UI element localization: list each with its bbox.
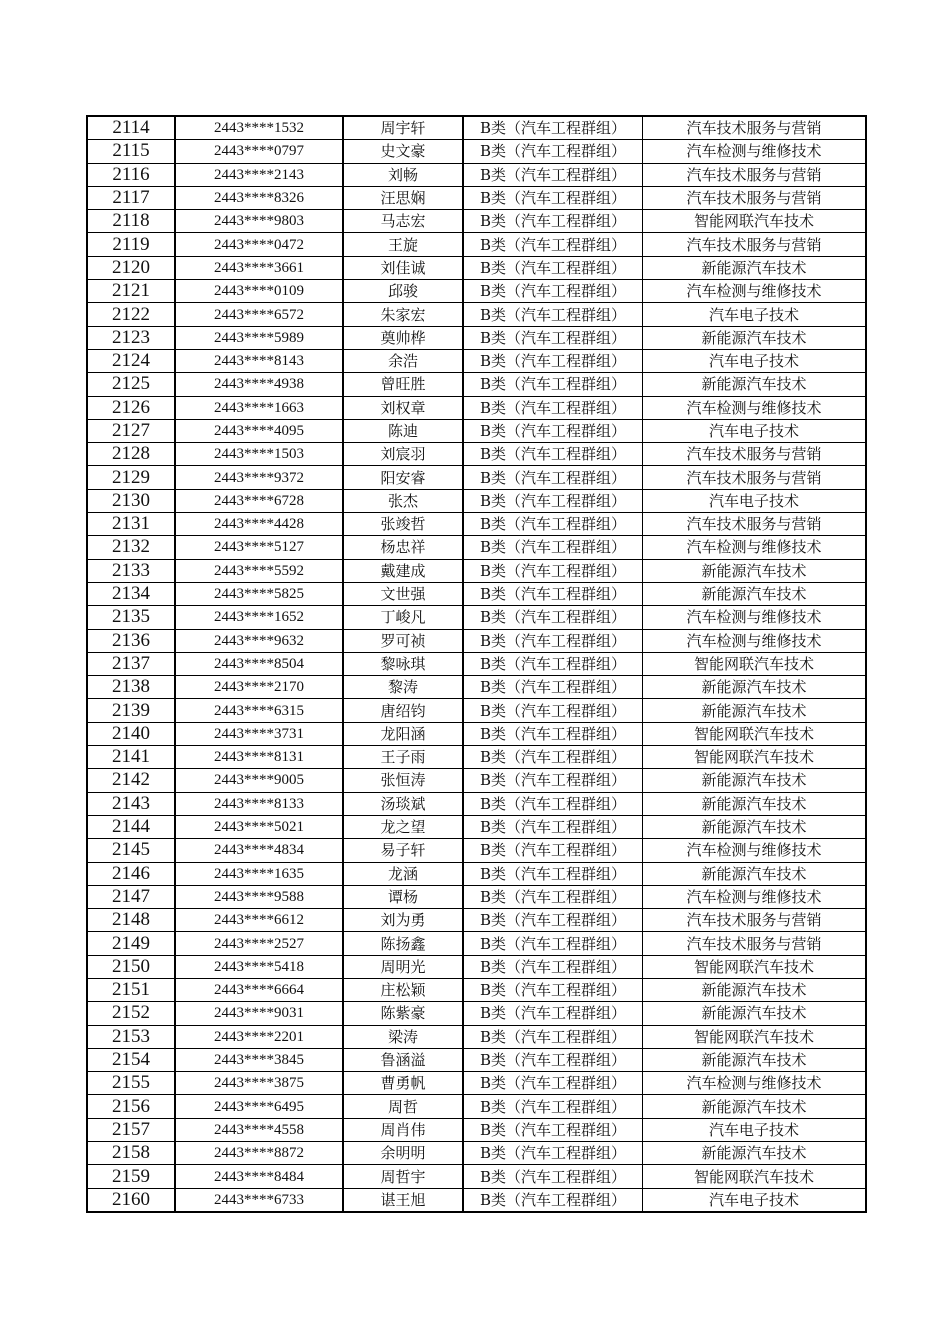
serial-number-cell: 2121 bbox=[87, 280, 175, 303]
major-cell: 新能源汽车技术 bbox=[643, 815, 867, 838]
major-cell: 汽车电子技术 bbox=[643, 419, 867, 442]
table-row bbox=[87, 140, 866, 163]
student-name-cell: 刘权章 bbox=[343, 396, 463, 419]
exam-id-cell: 2443****4834 bbox=[175, 839, 343, 862]
exam-id-cell: 2443****9031 bbox=[175, 1002, 343, 1025]
major-cell: 汽车技术服务与营销 bbox=[643, 163, 867, 186]
major-cell: 新能源汽车技术 bbox=[643, 1048, 867, 1071]
serial-number-cell: 2130 bbox=[87, 489, 175, 512]
student-name-cell: 戴建成 bbox=[343, 559, 463, 582]
student-name-cell: 奠帅桦 bbox=[343, 326, 463, 349]
serial-number-cell: 2152 bbox=[87, 1002, 175, 1025]
category-cell: B类（汽车工程群组） bbox=[463, 1165, 643, 1188]
serial-number-cell: 2125 bbox=[87, 373, 175, 396]
category-cell: B类（汽车工程群组） bbox=[463, 489, 643, 512]
serial-number-cell: 2129 bbox=[87, 466, 175, 489]
category-cell: B类（汽车工程群组） bbox=[463, 722, 643, 745]
student-name-cell: 黎咏琪 bbox=[343, 652, 463, 675]
table-row bbox=[87, 815, 866, 838]
serial-number-cell: 2159 bbox=[87, 1165, 175, 1188]
serial-number-cell: 2158 bbox=[87, 1142, 175, 1165]
table-row bbox=[87, 303, 866, 326]
category-cell: B类（汽车工程群组） bbox=[463, 978, 643, 1001]
serial-number-cell: 2123 bbox=[87, 326, 175, 349]
category-cell: B类（汽车工程群组） bbox=[463, 652, 643, 675]
table-row bbox=[87, 1188, 866, 1212]
table-row bbox=[87, 978, 866, 1001]
exam-id-cell: 2443****6572 bbox=[175, 303, 343, 326]
serial-number-cell: 2126 bbox=[87, 396, 175, 419]
category-cell: B类（汽车工程群组） bbox=[463, 1118, 643, 1141]
serial-number-cell: 2155 bbox=[87, 1072, 175, 1095]
category-cell: B类（汽车工程群组） bbox=[463, 443, 643, 466]
serial-number-cell: 2134 bbox=[87, 582, 175, 605]
table-row bbox=[87, 513, 866, 536]
table-row bbox=[87, 606, 866, 629]
major-cell: 汽车技术服务与营销 bbox=[643, 116, 867, 140]
category-cell: B类（汽车工程群组） bbox=[463, 210, 643, 233]
major-cell: 汽车技术服务与营销 bbox=[643, 932, 867, 955]
category-cell: B类（汽车工程群组） bbox=[463, 256, 643, 279]
student-name-cell: 谭杨 bbox=[343, 885, 463, 908]
exam-id-cell: 2443****3731 bbox=[175, 722, 343, 745]
serial-number-cell: 2133 bbox=[87, 559, 175, 582]
serial-number-cell: 2145 bbox=[87, 839, 175, 862]
category-cell: B类（汽车工程群组） bbox=[463, 116, 643, 140]
category-cell: B类（汽车工程群组） bbox=[463, 932, 643, 955]
category-cell: B类（汽车工程群组） bbox=[463, 280, 643, 303]
student-name-cell: 庄松颖 bbox=[343, 978, 463, 1001]
major-cell: 汽车检测与维修技术 bbox=[643, 396, 867, 419]
major-cell: 新能源汽车技术 bbox=[643, 676, 867, 699]
major-cell: 汽车检测与维修技术 bbox=[643, 280, 867, 303]
serial-number-cell: 2142 bbox=[87, 769, 175, 792]
major-cell: 新能源汽车技术 bbox=[643, 1095, 867, 1118]
category-cell: B类（汽车工程群组） bbox=[463, 676, 643, 699]
category-cell: B类（汽车工程群组） bbox=[463, 419, 643, 442]
category-cell: B类（汽车工程群组） bbox=[463, 909, 643, 932]
exam-id-cell: 2443****3875 bbox=[175, 1072, 343, 1095]
category-cell: B类（汽车工程群组） bbox=[463, 769, 643, 792]
table-row bbox=[87, 582, 866, 605]
student-name-cell: 汪思娴 bbox=[343, 186, 463, 209]
serial-number-cell: 2138 bbox=[87, 676, 175, 699]
exam-id-cell: 2443****2201 bbox=[175, 1025, 343, 1048]
major-cell: 汽车技术服务与营销 bbox=[643, 233, 867, 256]
exam-id-cell: 2443****6664 bbox=[175, 978, 343, 1001]
exam-id-cell: 2443****9588 bbox=[175, 885, 343, 908]
serial-number-cell: 2120 bbox=[87, 256, 175, 279]
admission-list-table bbox=[86, 115, 867, 1213]
exam-id-cell: 2443****2527 bbox=[175, 932, 343, 955]
category-cell: B类（汽车工程群组） bbox=[463, 559, 643, 582]
table-row bbox=[87, 1025, 866, 1048]
student-name-cell: 余明明 bbox=[343, 1142, 463, 1165]
serial-number-cell: 2153 bbox=[87, 1025, 175, 1048]
exam-id-cell: 2443****1532 bbox=[175, 116, 343, 140]
table-row bbox=[87, 326, 866, 349]
major-cell: 智能网联汽车技术 bbox=[643, 1165, 867, 1188]
student-name-cell: 刘佳诚 bbox=[343, 256, 463, 279]
exam-id-cell: 2443****8131 bbox=[175, 746, 343, 769]
category-cell: B类（汽车工程群组） bbox=[463, 1025, 643, 1048]
category-cell: B类（汽车工程群组） bbox=[463, 792, 643, 815]
table-row bbox=[87, 1048, 866, 1071]
exam-id-cell: 2443****6733 bbox=[175, 1188, 343, 1212]
table-row bbox=[87, 722, 866, 745]
major-cell: 汽车技术服务与营销 bbox=[643, 513, 867, 536]
serial-number-cell: 2137 bbox=[87, 652, 175, 675]
exam-id-cell: 2443****6728 bbox=[175, 489, 343, 512]
major-cell: 新能源汽车技术 bbox=[643, 559, 867, 582]
table-row bbox=[87, 373, 866, 396]
serial-number-cell: 2116 bbox=[87, 163, 175, 186]
student-name-cell: 龙阳涵 bbox=[343, 722, 463, 745]
student-name-cell: 汤琰斌 bbox=[343, 792, 463, 815]
exam-id-cell: 2443****1635 bbox=[175, 862, 343, 885]
table-row bbox=[87, 1118, 866, 1141]
category-cell: B类（汽车工程群组） bbox=[463, 513, 643, 536]
major-cell: 汽车检测与维修技术 bbox=[643, 839, 867, 862]
table-row bbox=[87, 419, 866, 442]
serial-number-cell: 2136 bbox=[87, 629, 175, 652]
serial-number-cell: 2146 bbox=[87, 862, 175, 885]
table-row bbox=[87, 1072, 866, 1095]
category-cell: B类（汽车工程群组） bbox=[463, 233, 643, 256]
table-row bbox=[87, 489, 866, 512]
exam-id-cell: 2443****3845 bbox=[175, 1048, 343, 1071]
major-cell: 新能源汽车技术 bbox=[643, 256, 867, 279]
serial-number-cell: 2124 bbox=[87, 349, 175, 372]
student-name-cell: 陈迪 bbox=[343, 419, 463, 442]
serial-number-cell: 2141 bbox=[87, 746, 175, 769]
major-cell: 智能网联汽车技术 bbox=[643, 210, 867, 233]
major-cell: 汽车电子技术 bbox=[643, 489, 867, 512]
student-name-cell: 唐绍钧 bbox=[343, 699, 463, 722]
category-cell: B类（汽车工程群组） bbox=[463, 186, 643, 209]
serial-number-cell: 2144 bbox=[87, 815, 175, 838]
major-cell: 汽车电子技术 bbox=[643, 1188, 867, 1212]
category-cell: B类（汽车工程群组） bbox=[463, 582, 643, 605]
category-cell: B类（汽车工程群组） bbox=[463, 466, 643, 489]
serial-number-cell: 2131 bbox=[87, 513, 175, 536]
table-row bbox=[87, 536, 866, 559]
table-row bbox=[87, 629, 866, 652]
student-name-cell: 黎涛 bbox=[343, 676, 463, 699]
major-cell: 智能网联汽车技术 bbox=[643, 746, 867, 769]
table-row bbox=[87, 1002, 866, 1025]
major-cell: 智能网联汽车技术 bbox=[643, 722, 867, 745]
major-cell: 汽车技术服务与营销 bbox=[643, 909, 867, 932]
major-cell: 新能源汽车技术 bbox=[643, 1002, 867, 1025]
student-name-cell: 龙之望 bbox=[343, 815, 463, 838]
table-row bbox=[87, 652, 866, 675]
exam-id-cell: 2443****5021 bbox=[175, 815, 343, 838]
table-row bbox=[87, 256, 866, 279]
exam-id-cell: 2443****8326 bbox=[175, 186, 343, 209]
major-cell: 汽车检测与维修技术 bbox=[643, 885, 867, 908]
exam-id-cell: 2443****0797 bbox=[175, 140, 343, 163]
serial-number-cell: 2140 bbox=[87, 722, 175, 745]
table-row bbox=[87, 1165, 866, 1188]
table-row bbox=[87, 210, 866, 233]
major-cell: 新能源汽车技术 bbox=[643, 582, 867, 605]
table-row bbox=[87, 932, 866, 955]
student-name-cell: 刘宸羽 bbox=[343, 443, 463, 466]
category-cell: B类（汽车工程群组） bbox=[463, 1095, 643, 1118]
table-row bbox=[87, 862, 866, 885]
table-row bbox=[87, 792, 866, 815]
serial-number-cell: 2157 bbox=[87, 1118, 175, 1141]
table-row bbox=[87, 699, 866, 722]
major-cell: 新能源汽车技术 bbox=[643, 699, 867, 722]
student-name-cell: 罗可祯 bbox=[343, 629, 463, 652]
student-name-cell: 龙涵 bbox=[343, 862, 463, 885]
major-cell: 智能网联汽车技术 bbox=[643, 955, 867, 978]
exam-id-cell: 2443****5592 bbox=[175, 559, 343, 582]
category-cell: B类（汽车工程群组） bbox=[463, 1188, 643, 1212]
exam-id-cell: 2443****4938 bbox=[175, 373, 343, 396]
serial-number-cell: 2115 bbox=[87, 140, 175, 163]
student-name-cell: 马志宏 bbox=[343, 210, 463, 233]
category-cell: B类（汽车工程群组） bbox=[463, 396, 643, 419]
major-cell: 汽车检测与维修技术 bbox=[643, 140, 867, 163]
category-cell: B类（汽车工程群组） bbox=[463, 606, 643, 629]
student-name-cell: 谌王旭 bbox=[343, 1188, 463, 1212]
serial-number-cell: 2160 bbox=[87, 1188, 175, 1212]
major-cell: 新能源汽车技术 bbox=[643, 373, 867, 396]
exam-id-cell: 2443****0472 bbox=[175, 233, 343, 256]
serial-number-cell: 2114 bbox=[87, 116, 175, 140]
table-row bbox=[87, 955, 866, 978]
student-name-cell: 陈扬鑫 bbox=[343, 932, 463, 955]
major-cell: 智能网联汽车技术 bbox=[643, 652, 867, 675]
table-row bbox=[87, 349, 866, 372]
student-name-cell: 鲁涵溢 bbox=[343, 1048, 463, 1071]
category-cell: B类（汽车工程群组） bbox=[463, 885, 643, 908]
exam-id-cell: 2443****9803 bbox=[175, 210, 343, 233]
student-name-cell: 周哲宇 bbox=[343, 1165, 463, 1188]
exam-id-cell: 2443****5127 bbox=[175, 536, 343, 559]
major-cell: 新能源汽车技术 bbox=[643, 1142, 867, 1165]
exam-id-cell: 2443****4428 bbox=[175, 513, 343, 536]
major-cell: 汽车电子技术 bbox=[643, 1118, 867, 1141]
serial-number-cell: 2127 bbox=[87, 419, 175, 442]
serial-number-cell: 2154 bbox=[87, 1048, 175, 1071]
major-cell: 汽车技术服务与营销 bbox=[643, 186, 867, 209]
serial-number-cell: 2150 bbox=[87, 955, 175, 978]
serial-number-cell: 2122 bbox=[87, 303, 175, 326]
student-name-cell: 梁涛 bbox=[343, 1025, 463, 1048]
serial-number-cell: 2147 bbox=[87, 885, 175, 908]
major-cell: 智能网联汽车技术 bbox=[643, 1025, 867, 1048]
table-row bbox=[87, 116, 866, 140]
student-name-cell: 刘为勇 bbox=[343, 909, 463, 932]
category-cell: B类（汽车工程群组） bbox=[463, 1072, 643, 1095]
table-row bbox=[87, 466, 866, 489]
serial-number-cell: 2156 bbox=[87, 1095, 175, 1118]
major-cell: 汽车检测与维修技术 bbox=[643, 536, 867, 559]
table-row bbox=[87, 746, 866, 769]
exam-id-cell: 2443****5418 bbox=[175, 955, 343, 978]
student-name-cell: 张恒涛 bbox=[343, 769, 463, 792]
exam-id-cell: 2443****1503 bbox=[175, 443, 343, 466]
table-row bbox=[87, 233, 866, 256]
category-cell: B类（汽车工程群组） bbox=[463, 629, 643, 652]
serial-number-cell: 2128 bbox=[87, 443, 175, 466]
exam-id-cell: 2443****8484 bbox=[175, 1165, 343, 1188]
table-row bbox=[87, 443, 866, 466]
exam-id-cell: 2443****8143 bbox=[175, 349, 343, 372]
student-name-cell: 曹勇帆 bbox=[343, 1072, 463, 1095]
exam-id-cell: 2443****5989 bbox=[175, 326, 343, 349]
exam-id-cell: 2443****8133 bbox=[175, 792, 343, 815]
exam-id-cell: 2443****4558 bbox=[175, 1118, 343, 1141]
student-name-cell: 邱骏 bbox=[343, 280, 463, 303]
table-row bbox=[87, 163, 866, 186]
student-name-cell: 周宇轩 bbox=[343, 116, 463, 140]
student-name-cell: 周明光 bbox=[343, 955, 463, 978]
table-row bbox=[87, 396, 866, 419]
category-cell: B类（汽车工程群组） bbox=[463, 326, 643, 349]
table-body bbox=[87, 116, 866, 1212]
serial-number-cell: 2151 bbox=[87, 978, 175, 1001]
exam-id-cell: 2443****6612 bbox=[175, 909, 343, 932]
major-cell: 汽车检测与维修技术 bbox=[643, 606, 867, 629]
table-row bbox=[87, 676, 866, 699]
table-row bbox=[87, 1142, 866, 1165]
major-cell: 新能源汽车技术 bbox=[643, 769, 867, 792]
exam-id-cell: 2443****6495 bbox=[175, 1095, 343, 1118]
table-row bbox=[87, 909, 866, 932]
category-cell: B类（汽车工程群组） bbox=[463, 1002, 643, 1025]
student-name-cell: 张竣哲 bbox=[343, 513, 463, 536]
exam-id-cell: 2443****5825 bbox=[175, 582, 343, 605]
exam-id-cell: 2443****9005 bbox=[175, 769, 343, 792]
exam-id-cell: 2443****0109 bbox=[175, 280, 343, 303]
serial-number-cell: 2148 bbox=[87, 909, 175, 932]
category-cell: B类（汽车工程群组） bbox=[463, 1048, 643, 1071]
major-cell: 汽车技术服务与营销 bbox=[643, 443, 867, 466]
major-cell: 新能源汽车技术 bbox=[643, 326, 867, 349]
category-cell: B类（汽车工程群组） bbox=[463, 163, 643, 186]
serial-number-cell: 2135 bbox=[87, 606, 175, 629]
exam-id-cell: 2443****4095 bbox=[175, 419, 343, 442]
serial-number-cell: 2119 bbox=[87, 233, 175, 256]
student-name-cell: 刘畅 bbox=[343, 163, 463, 186]
table-row bbox=[87, 280, 866, 303]
category-cell: B类（汽车工程群组） bbox=[463, 815, 643, 838]
serial-number-cell: 2118 bbox=[87, 210, 175, 233]
category-cell: B类（汽车工程群组） bbox=[463, 699, 643, 722]
exam-id-cell: 2443****1663 bbox=[175, 396, 343, 419]
exam-id-cell: 2443****8504 bbox=[175, 652, 343, 675]
student-name-cell: 阳安睿 bbox=[343, 466, 463, 489]
major-cell: 汽车电子技术 bbox=[643, 349, 867, 372]
exam-id-cell: 2443****9372 bbox=[175, 466, 343, 489]
exam-id-cell: 2443****2170 bbox=[175, 676, 343, 699]
student-name-cell: 余浩 bbox=[343, 349, 463, 372]
category-cell: B类（汽车工程群组） bbox=[463, 303, 643, 326]
student-name-cell: 易子轩 bbox=[343, 839, 463, 862]
student-name-cell: 朱家宏 bbox=[343, 303, 463, 326]
exam-id-cell: 2443****6315 bbox=[175, 699, 343, 722]
student-name-cell: 丁峻凡 bbox=[343, 606, 463, 629]
student-name-cell: 王旋 bbox=[343, 233, 463, 256]
serial-number-cell: 2132 bbox=[87, 536, 175, 559]
category-cell: B类（汽车工程群组） bbox=[463, 1142, 643, 1165]
serial-number-cell: 2143 bbox=[87, 792, 175, 815]
student-name-cell: 王子雨 bbox=[343, 746, 463, 769]
serial-number-cell: 2117 bbox=[87, 186, 175, 209]
table-row bbox=[87, 1095, 866, 1118]
exam-id-cell: 2443****2143 bbox=[175, 163, 343, 186]
table-row bbox=[87, 559, 866, 582]
student-name-cell: 文世强 bbox=[343, 582, 463, 605]
student-name-cell: 杨忠祥 bbox=[343, 536, 463, 559]
exam-id-cell: 2443****1652 bbox=[175, 606, 343, 629]
category-cell: B类（汽车工程群组） bbox=[463, 349, 643, 372]
student-name-cell: 陈紫豪 bbox=[343, 1002, 463, 1025]
category-cell: B类（汽车工程群组） bbox=[463, 140, 643, 163]
major-cell: 新能源汽车技术 bbox=[643, 792, 867, 815]
table-row bbox=[87, 839, 866, 862]
major-cell: 新能源汽车技术 bbox=[643, 862, 867, 885]
student-name-cell: 曾旺胜 bbox=[343, 373, 463, 396]
major-cell: 汽车电子技术 bbox=[643, 303, 867, 326]
major-cell: 汽车检测与维修技术 bbox=[643, 1072, 867, 1095]
category-cell: B类（汽车工程群组） bbox=[463, 373, 643, 396]
student-name-cell: 史文豪 bbox=[343, 140, 463, 163]
student-name-cell: 周哲 bbox=[343, 1095, 463, 1118]
table-row bbox=[87, 186, 866, 209]
major-cell: 汽车技术服务与营销 bbox=[643, 466, 867, 489]
student-name-cell: 周肖伟 bbox=[343, 1118, 463, 1141]
category-cell: B类（汽车工程群组） bbox=[463, 536, 643, 559]
table-row bbox=[87, 769, 866, 792]
category-cell: B类（汽车工程群组） bbox=[463, 839, 643, 862]
major-cell: 汽车检测与维修技术 bbox=[643, 629, 867, 652]
serial-number-cell: 2139 bbox=[87, 699, 175, 722]
table-row bbox=[87, 885, 866, 908]
major-cell: 新能源汽车技术 bbox=[643, 978, 867, 1001]
exam-id-cell: 2443****8872 bbox=[175, 1142, 343, 1165]
category-cell: B类（汽车工程群组） bbox=[463, 955, 643, 978]
exam-id-cell: 2443****9632 bbox=[175, 629, 343, 652]
exam-id-cell: 2443****3661 bbox=[175, 256, 343, 279]
serial-number-cell: 2149 bbox=[87, 932, 175, 955]
student-name-cell: 张杰 bbox=[343, 489, 463, 512]
category-cell: B类（汽车工程群组） bbox=[463, 862, 643, 885]
category-cell: B类（汽车工程群组） bbox=[463, 746, 643, 769]
